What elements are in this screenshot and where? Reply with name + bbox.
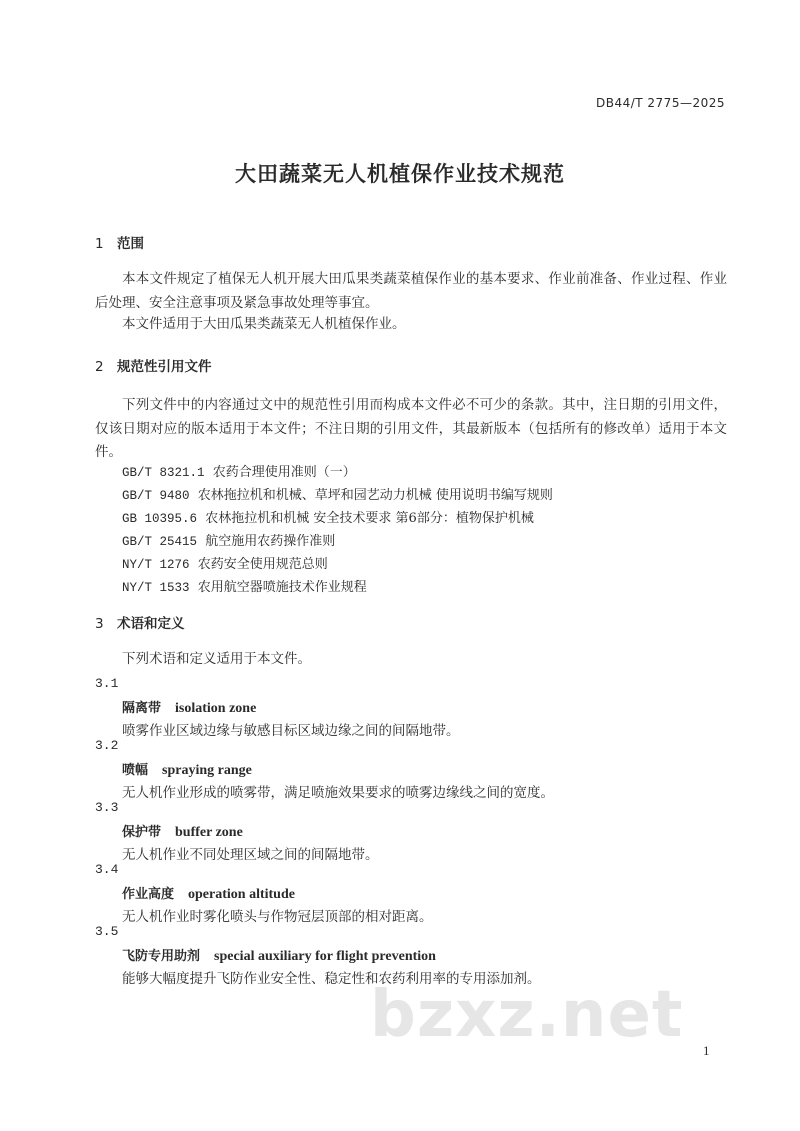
- section-number: 2: [95, 359, 104, 375]
- term-zh: 隔离带: [122, 701, 162, 716]
- term-name: [122, 945, 436, 965]
- reference-code: GB 10395.6: [122, 512, 198, 526]
- term-definition: 能够大幅度提升飞防作业安全性、稳定性和农药利用率的专用添加剂。: [122, 971, 541, 987]
- section-heading-scope: [95, 232, 144, 252]
- reference-title: 农用航空器喷施技术作业规程: [197, 580, 367, 595]
- reference-title: 农林拖拉机和机械、草坪和园艺动力机械 使用说明书编写规则: [197, 488, 553, 503]
- term-definition: 喷雾作业区域边缘与敏感目标区域边缘之间的间隔地带。: [122, 723, 460, 739]
- term-en: isolation zone: [175, 701, 257, 716]
- term-zh: 保护带: [122, 825, 162, 840]
- term-definition: 无人机作业形成的喷雾带，满足喷施效果要求的喷雾边缘线之间的宽度。: [122, 785, 554, 801]
- term-en: operation altitude: [188, 887, 295, 902]
- reference-code: GB/T 25415: [122, 535, 198, 549]
- term-number: 3.2: [95, 738, 119, 753]
- reference-code: GB/T 9480: [122, 489, 190, 503]
- reference-title: 农林拖拉机和机械 安全技术要求 第6部分：植物保护机械: [205, 511, 534, 526]
- scope-applicability: 本文件适用于大田瓜果类蔬菜无人机植保作业。: [122, 316, 406, 332]
- term-name: [122, 883, 295, 903]
- scope-paragraph: 本本文件规定了植保无人机开展大田瓜果类蔬菜植保作业的基本要求、作业前准备、作业过程、作业后处理、安全注意事项及紧急事故处理等事宜。: [95, 271, 727, 311]
- reference-title: 农药合理使用准则（一）: [212, 465, 356, 480]
- term-number: 3.1: [95, 676, 119, 691]
- reference-code: NY/T 1276: [122, 558, 190, 572]
- term-number: 3.5: [95, 924, 119, 939]
- section-heading-terms: [95, 612, 185, 632]
- watermark: bzxz.net: [370, 978, 684, 1052]
- reference-item: [122, 553, 328, 572]
- term-zh: 喷幅: [122, 763, 149, 778]
- reference-item: [122, 530, 335, 549]
- term-number: 3.4: [95, 862, 119, 877]
- term-en: special auxiliary for flight prevention: [214, 949, 436, 964]
- term-definition: 无人机作业不同处理区域之间的间隔地带。: [122, 847, 379, 863]
- section-title: 规范性引用文件: [117, 359, 212, 375]
- term-name: [122, 821, 243, 841]
- reference-item: [122, 507, 534, 526]
- standard-number: DB44/T 2775—2025: [595, 96, 725, 110]
- term-number: 3.3: [95, 800, 119, 815]
- term-zh: 飞防专用助剂: [122, 949, 201, 964]
- section-number: 1: [95, 236, 104, 252]
- document-title: 大田蔬菜无人机植保作业技术规范: [235, 162, 565, 186]
- page-number: 1: [703, 1043, 710, 1058]
- reference-title: 农药安全使用规范总则: [197, 557, 328, 572]
- section-title: 范围: [117, 236, 144, 252]
- section-title: 术语和定义: [117, 616, 185, 632]
- term-en: buffer zone: [175, 825, 243, 840]
- section-number: 3: [95, 616, 104, 632]
- reference-title: 航空施用农药操作准则: [205, 534, 336, 549]
- term-name: [122, 697, 256, 717]
- reference-code: NY/T 1533: [122, 581, 190, 595]
- term-definition: 无人机作业时雾化喷头与作物冠层顶部的相对距离。: [122, 909, 433, 925]
- terms-intro: 下列术语和定义适用于本文件。: [122, 651, 311, 667]
- term-name: [122, 759, 252, 779]
- term-zh: 作业高度: [122, 887, 175, 902]
- term-en: spraying range: [162, 763, 252, 778]
- reference-code: GB/T 8321.1: [122, 466, 205, 480]
- reference-item: [122, 484, 553, 503]
- section-heading-normative-references: [95, 355, 212, 375]
- references-intro: 下列文件中的内容通过文中的规范性引用而构成本文件必不可少的条款。其中，注日期的引用文件，仅该日期对应的版本适用于本文件；不注日期的引用文件，其最新版本（包括所有的修改单）适用于本文件。: [95, 397, 727, 460]
- reference-item: [122, 576, 367, 595]
- reference-item: [122, 461, 356, 480]
